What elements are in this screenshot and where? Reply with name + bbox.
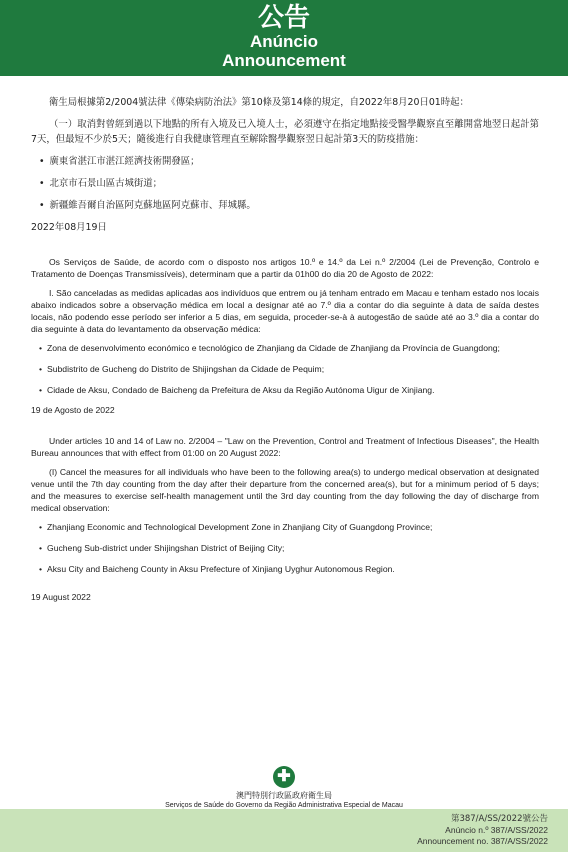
- reference-en: Announcement no. 387/A/SS/2022: [417, 836, 548, 846]
- announcement-body: [31, 95, 539, 603]
- announcement-reference: [417, 814, 548, 847]
- en-measure: (I) Cancel the measures for all individuals who have been to the following area(s) to undergo medical observation at designated venue until the 7th day counting from the day after their departure from the concerned area(s), but for a minimum period of 5 days; and the measures to exercise self-health management until the 3rd day counting from the day following the day of discharge from medical observation:: [31, 467, 539, 513]
- footer-band: [0, 809, 568, 852]
- en-place-item: • Gucheng Sub-district under Shijingshan District of Beijing City;: [31, 542, 539, 554]
- en-intro: Under articles 10 and 14 of Law no. 2/2004 – "Law on the Prevention, Control and Treatment of Infectious Diseases", the Health Bureau announces that with effect from 01:00 on 20 August 2022:: [31, 436, 539, 458]
- zh-place-item: • 新疆維吾爾自治區阿克蘇地區阿克蘇市、拜城縣。: [31, 198, 539, 213]
- zh-place-item: • 北京市石景山區古城街道；: [31, 176, 539, 191]
- zh-date: 2022年08月19日: [31, 222, 107, 233]
- pt-date: 19 de Agosto de 2022: [31, 405, 115, 415]
- pt-intro: Os Serviços de Saúde, de acordo com o disposto nos artigos 10.º e 14.º da Lei n.º 2/2004 (Lei de Prevenção, Controlo e Tratamento de Doenças Transmissíveis), determinam que a partir da 01h00 do dia 20 de Agosto de 2022:: [31, 257, 539, 279]
- title-pt: Anúncio: [250, 32, 318, 51]
- issuer-name-pt: Serviços de Saúde do Governo da Região Administrativa Especial de Macau: [165, 802, 403, 809]
- en-place-item: • Aksu City and Baicheng County in Aksu Prefecture of Xinjiang Uyghur Autonomous Region.: [31, 563, 539, 575]
- zh-intro: 衛生局根據第2/2004號法律《傳染病防治法》第10條及第14條的規定，自2022年8月20日01時起：: [49, 97, 469, 108]
- reference-pt: Anúncio n.º 387/A/SS/2022: [445, 825, 548, 835]
- issuer-block: [0, 766, 568, 810]
- en-date: 19 August 2022: [31, 592, 91, 602]
- pt-place-item: • Subdistrito de Gucheng do Distrito de Shijingshan da Cidade de Pequim;: [31, 363, 539, 375]
- issuer-name-zh: 澳門特別行政區政府衛生局: [236, 791, 332, 800]
- pt-place-item: • Cidade de Aksu, Condado de Baicheng da Prefeitura de Aksu da Região Autónoma Uigur de Xinjiang.: [31, 384, 539, 396]
- title-en: Announcement: [222, 51, 346, 70]
- health-bureau-logo-icon: ✚: [273, 766, 295, 788]
- reference-zh: 第387/A/SS/2022號公告: [450, 814, 548, 824]
- zh-place-item: • 廣東省湛江市湛江經濟技術開發區；: [31, 154, 539, 169]
- en-place-item: • Zhanjiang Economic and Technological Development Zone in Zhanjiang City of Guangdong Province;: [31, 521, 539, 533]
- announcement-header: [0, 0, 568, 76]
- pt-place-item: • Zona de desenvolvimento económico e tecnológico de Zhanjiang da Cidade de Zhanjiang da Província de Guangdong;: [31, 342, 539, 354]
- zh-measure: （一）取消對曾經到過以下地點的所有入境及已入境人士，必須遵守在指定地點接受醫學觀察直至離開當地翌日起計第7天，但最短不少於5天；隨後進行自我健康管理直至解除醫學觀察翌日起計第3天的防疫措施：: [31, 119, 539, 145]
- title-zh: 公告: [257, 3, 310, 33]
- pt-measure: I. São canceladas as medidas aplicadas aos indivíduos que entrem ou já tenham entrado em Macau e tenham estado nos locais abaixo indicados sobre a observação médica em local a designar até ao 7.º dia a contar do dia seguinte à data de saída destes locais, não podendo esse período ser inferior a 5 dias, em seguida, proceder-se-à à autogestão de saúde até ao 3.º dia a contar do dia seguinte à data do levantamento da observação médica:: [31, 288, 539, 334]
